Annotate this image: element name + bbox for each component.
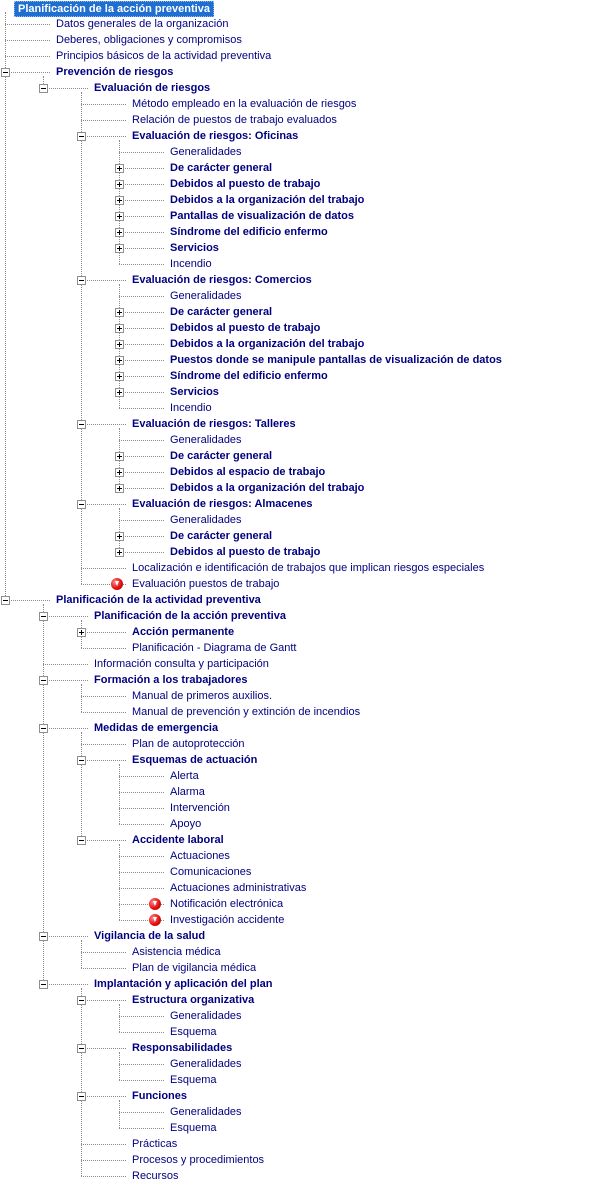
collapse-icon[interactable] (77, 420, 86, 429)
tree-item-label[interactable]: Esquema (170, 1074, 217, 1086)
tree-item[interactable] (0, 144, 594, 160)
expand-icon[interactable] (115, 228, 124, 237)
tree-item-label[interactable]: Evaluación de riesgos: Oficinas (132, 130, 299, 142)
expand-icon[interactable] (115, 196, 124, 205)
tree-item[interactable] (0, 1104, 594, 1120)
expand-icon[interactable] (115, 484, 124, 493)
tree-item-label[interactable]: Localización e identificación de trabajos que implican riesgos especiales (132, 562, 485, 574)
tree-item-label[interactable]: De carácter general (170, 306, 273, 318)
collapse-icon[interactable] (77, 836, 86, 845)
tree-item-label[interactable]: Actuaciones administrativas (170, 882, 307, 894)
tree-item[interactable] (0, 832, 594, 848)
tree-item[interactable] (0, 960, 594, 976)
tree-item[interactable] (0, 864, 594, 880)
tree-item-label[interactable]: Alarma (170, 786, 205, 798)
tree-item-label[interactable]: Generalidades (170, 146, 242, 158)
tree-item-label[interactable]: Servicios (170, 386, 219, 398)
tree-item-label[interactable]: Prácticas (132, 1138, 178, 1150)
tree-item[interactable] (0, 928, 594, 944)
tree-item-label[interactable]: Manual de prevención y extinción de incendios (132, 706, 361, 718)
collapse-icon[interactable] (77, 500, 86, 509)
tree-item[interactable] (0, 752, 594, 768)
tree-item-label[interactable]: Generalidades (170, 514, 242, 526)
tree-item-label[interactable]: Generalidades (170, 1106, 242, 1118)
collapse-icon[interactable] (77, 996, 86, 1005)
tree-item-label[interactable]: Debidos a la organización del trabajo (170, 194, 365, 206)
tree-item[interactable] (0, 1152, 594, 1168)
tree-item[interactable] (0, 896, 594, 912)
tree-item-label[interactable]: Manual de primeros auxilios. (132, 690, 273, 702)
collapse-icon[interactable] (1, 596, 10, 605)
tree-item-label[interactable]: Evaluación de riesgos: Almacenes (132, 498, 313, 510)
tree-item[interactable] (0, 160, 594, 176)
tree-item-label[interactable]: Relación de puestos de trabajo evaluados (132, 114, 337, 126)
tree-item[interactable] (0, 720, 594, 736)
tree-item-label[interactable]: Recursos (132, 1170, 179, 1182)
tree-item-label[interactable]: Síndrome del edificio enfermo (170, 226, 328, 238)
tree-item[interactable] (0, 528, 594, 544)
tree-item-label[interactable]: Esquema (170, 1026, 217, 1038)
tree-item[interactable] (0, 768, 594, 784)
tree-item-label[interactable]: Implantación y aplicación del plan (94, 978, 273, 990)
tree-item-label[interactable]: De carácter general (170, 450, 273, 462)
tree-item-label[interactable]: Debidos al puesto de trabajo (170, 178, 321, 190)
tree-item[interactable] (0, 736, 594, 752)
tree-item-label[interactable]: Debidos al puesto de trabajo (170, 322, 321, 334)
tree-item[interactable] (0, 992, 594, 1008)
tree-item-label[interactable]: Alerta (170, 770, 199, 782)
alert-icon (149, 898, 161, 910)
tree-item[interactable] (0, 672, 594, 688)
tree-item[interactable] (0, 432, 594, 448)
tree-item[interactable] (0, 448, 594, 464)
expand-icon[interactable] (115, 164, 124, 173)
tree-item-label[interactable]: Actuaciones (170, 850, 230, 862)
expand-icon[interactable] (115, 324, 124, 333)
tree-item-label[interactable]: Planificación - Diagrama de Gantt (132, 642, 297, 654)
tree-item-label[interactable]: Generalidades (170, 290, 242, 302)
tree-item[interactable] (0, 944, 594, 960)
expand-icon[interactable] (115, 356, 124, 365)
tree-item-label[interactable]: Esquema (170, 1122, 217, 1134)
collapse-icon[interactable] (1, 68, 10, 77)
tree-item-label[interactable]: Medidas de emergencia (94, 722, 219, 734)
tree-item[interactable] (0, 288, 594, 304)
tree-item[interactable] (0, 512, 594, 528)
collapse-icon[interactable] (77, 276, 86, 285)
tree-item-label[interactable]: Planificación de la acción preventiva (94, 610, 286, 622)
tree-item-label[interactable]: Prevención de riesgos (56, 66, 174, 78)
expand-icon[interactable] (115, 244, 124, 253)
tree-item-label[interactable]: Notificación electrónica (170, 898, 284, 910)
tree-item-label[interactable]: Funciones (132, 1090, 188, 1102)
collapse-icon[interactable] (39, 932, 48, 941)
tree-item[interactable] (0, 1040, 594, 1056)
expand-icon[interactable] (115, 452, 124, 461)
tree-item-label[interactable]: De carácter general (170, 530, 273, 542)
tree-item[interactable] (0, 816, 594, 832)
tree-item[interactable] (0, 1072, 594, 1088)
tree-item-label[interactable]: Vigilancia de la salud (94, 930, 206, 942)
tree-item-label[interactable]: Asistencia médica (132, 946, 221, 958)
tree-item-label[interactable]: Acción permanente (132, 626, 235, 638)
tree-item[interactable] (0, 576, 594, 592)
tree-item-label[interactable]: Esquemas de actuación (132, 754, 258, 766)
expand-icon[interactable] (115, 548, 124, 557)
tree-item[interactable] (0, 608, 594, 624)
alert-icon (149, 914, 161, 926)
collapse-icon[interactable] (39, 980, 48, 989)
tree-item-label[interactable]: De carácter general (170, 162, 273, 174)
tree-item[interactable] (0, 256, 594, 272)
tree-item[interactable] (0, 1136, 594, 1152)
tree-item-label[interactable]: Generalidades (170, 434, 242, 446)
alert-icon (111, 578, 123, 590)
tree-item[interactable] (0, 800, 594, 816)
tree-item-label[interactable]: Información consulta y participación (94, 658, 269, 670)
expand-icon[interactable] (115, 372, 124, 381)
tree-item[interactable] (0, 416, 594, 432)
tree-item-label[interactable]: Accidente laboral (132, 834, 224, 846)
tree-item[interactable] (0, 304, 594, 320)
tree-item[interactable] (0, 384, 594, 400)
collapse-icon[interactable] (77, 756, 86, 765)
collapse-icon[interactable] (39, 724, 48, 733)
tree-item[interactable] (0, 784, 594, 800)
expand-icon[interactable] (115, 212, 124, 221)
tree-item[interactable] (0, 400, 594, 416)
expand-icon[interactable] (115, 468, 124, 477)
tree-item[interactable] (0, 80, 594, 96)
tree-item-label[interactable]: Evaluación puestos de trabajo (132, 578, 280, 590)
tree-item-label[interactable]: Comunicaciones (170, 866, 252, 878)
tree-item-label[interactable]: Evaluación de riesgos: Talleres (132, 418, 296, 430)
tree-item-label[interactable]: Planificación de la actividad preventiva (56, 594, 261, 606)
tree-item-label[interactable]: Servicios (170, 242, 219, 254)
tree-item-label[interactable]: Procesos y procedimientos (132, 1154, 265, 1166)
tree-item[interactable] (0, 640, 594, 656)
tree-item[interactable] (0, 1168, 594, 1184)
tree-item-label[interactable]: Intervención (170, 802, 230, 814)
selected-node-label[interactable]: Planificación de la acción preventiva (14, 1, 214, 17)
tree-item-label[interactable]: Deberes, obligaciones y compromisos (56, 34, 242, 46)
tree-item-label[interactable]: Incendio (170, 258, 212, 270)
tree-item-label[interactable]: Estructura organizativa (132, 994, 255, 1006)
tree-item-label[interactable]: Datos generales de la organización (56, 18, 229, 30)
tree-item-label[interactable]: Debidos a la organización del trabajo (170, 482, 365, 494)
tree-item-label[interactable]: Plan de autoprotección (132, 738, 245, 750)
expand-icon[interactable] (115, 340, 124, 349)
tree-item-label[interactable]: Generalidades (170, 1010, 242, 1022)
tree-item-label[interactable]: Debidos al puesto de trabajo (170, 546, 321, 558)
tree-item[interactable] (0, 656, 594, 672)
tree-item-label[interactable]: Plan de vigilancia médica (132, 962, 257, 974)
tree-item[interactable] (0, 848, 594, 864)
expand-icon[interactable] (77, 628, 86, 637)
tree-item-label[interactable]: Formación a los trabajadores (94, 674, 248, 686)
tree-item-label[interactable]: Debidos a la organización del trabajo (170, 338, 365, 350)
collapse-icon[interactable] (77, 1044, 86, 1053)
tree-item[interactable] (0, 1056, 594, 1072)
collapse-icon[interactable] (39, 676, 48, 685)
collapse-icon[interactable] (77, 132, 86, 141)
tree-item-label[interactable]: Evaluación de riesgos (94, 82, 211, 94)
tree-item[interactable] (0, 1024, 594, 1040)
tree-item-label[interactable]: Principios básicos de la actividad preventiva (56, 50, 272, 62)
collapse-icon[interactable] (39, 84, 48, 93)
tree-item[interactable] (0, 624, 594, 640)
expand-icon[interactable] (115, 532, 124, 541)
tree-item-label[interactable]: Puestos donde se manipule pantallas de visualización de datos (170, 354, 502, 366)
tree-item-label[interactable]: Método empleado en la evaluación de riesgos (132, 98, 357, 110)
collapse-icon[interactable] (39, 612, 48, 621)
expand-icon[interactable] (115, 388, 124, 397)
tree-item-label[interactable]: Generalidades (170, 1058, 242, 1070)
tree-item[interactable] (0, 976, 594, 992)
tree-item-label[interactable]: Pantallas de visualización de datos (170, 210, 355, 222)
tree-item[interactable] (0, 1120, 594, 1136)
tree-item-label[interactable]: Incendio (170, 402, 212, 414)
tree-item[interactable] (0, 1088, 594, 1104)
tree-item[interactable] (0, 912, 594, 928)
tree-item[interactable] (0, 1008, 594, 1024)
tree-item-label[interactable]: Debidos al espacio de trabajo (170, 466, 326, 478)
expand-icon[interactable] (115, 308, 124, 317)
tree-item-label[interactable]: Síndrome del edificio enfermo (170, 370, 328, 382)
expand-icon[interactable] (115, 180, 124, 189)
tree-item-label[interactable]: Investigación accidente (170, 914, 285, 926)
tree-item[interactable] (0, 240, 594, 256)
collapse-icon[interactable] (77, 1092, 86, 1101)
tree-item[interactable] (0, 688, 594, 704)
tree-item-label[interactable]: Apoyo (170, 818, 202, 830)
tree-item-label[interactable]: Responsabilidades (132, 1042, 233, 1054)
tree-item-label[interactable]: Evaluación de riesgos: Comercios (132, 274, 312, 286)
